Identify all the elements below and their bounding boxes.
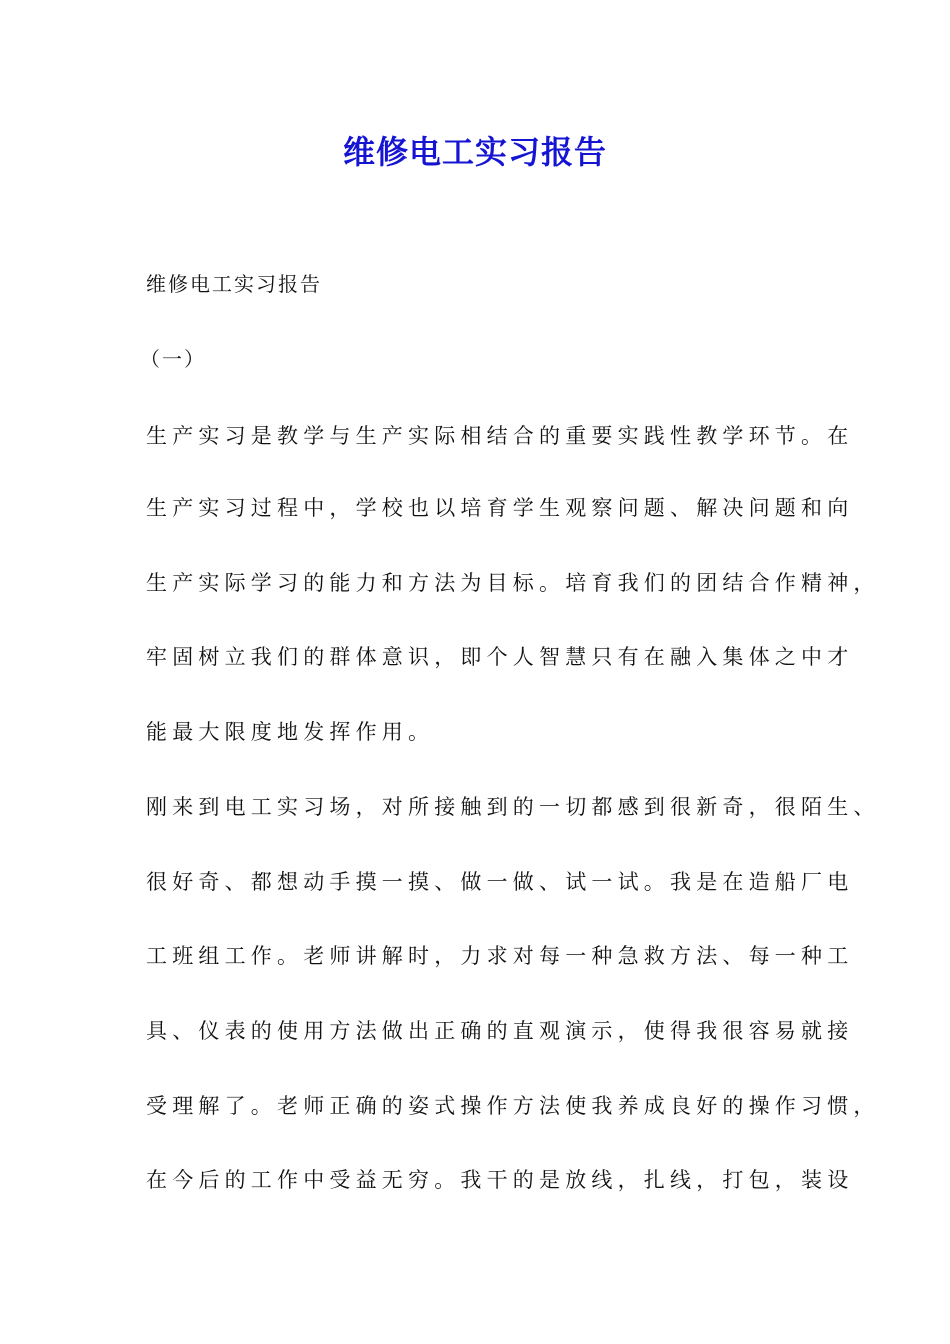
paragraph-line: 在今后的工作中受益无穷。我干的是放线，扎线，打包，装设 [146, 1168, 854, 1192]
paragraph-line: 生产实习过程中，学校也以培育学生观察问题、解决问题和向 [146, 496, 854, 520]
paragraph-line: 牢固树立我们的群体意识，即个人智慧只有在融入集体之中才 [146, 645, 854, 669]
paragraph-line: 生产实际学习的能力和方法为目标。培育我们的团结合作精神， [146, 571, 880, 595]
section-number: （一） [140, 347, 206, 371]
paragraph-line: 能最大限度地发挥作用。 [146, 720, 435, 744]
paragraph-line: 刚来到电工实习场，对所接触到的一切都感到很新奇，很陌生、 [146, 795, 880, 819]
paragraph-line: 生产实习是教学与生产实际相结合的重要实践性教学环节。在 [146, 424, 854, 448]
paragraph-line: 工班组工作。老师讲解时，力求对每一种急救方法、每一种工 [146, 944, 854, 968]
paragraph-line: 很好奇、都想动手摸一摸、做一做、试一试。我是在造船厂电 [146, 870, 854, 894]
document-title: 维修电工实习报告 [342, 133, 607, 171]
document-subtitle: 维修电工实习报告 [146, 272, 322, 296]
paragraph-line: 具、仪表的使用方法做出正确的直观演示，使得我很容易就接 [146, 1019, 854, 1043]
paragraph-line: 受理解了。老师正确的姿式操作方法使我养成良好的操作习惯， [146, 1094, 880, 1118]
